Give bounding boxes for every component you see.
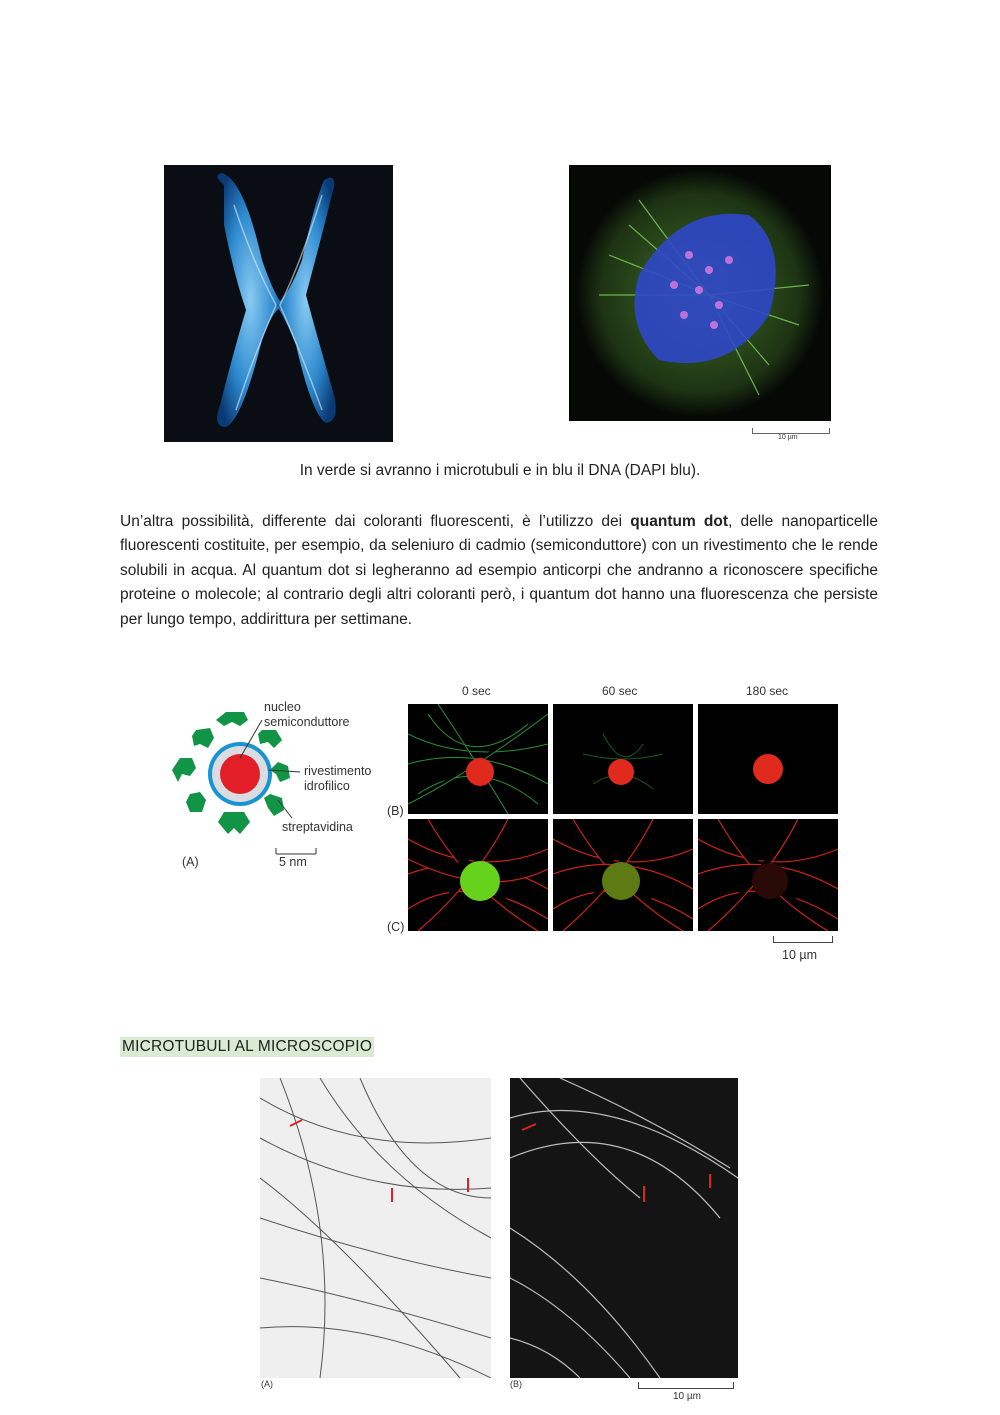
scale-bar-c <box>773 936 833 943</box>
label-nucleo: nucleo <box>264 700 301 714</box>
panel-b-0sec <box>408 704 548 814</box>
time-label-60: 60 sec <box>602 684 638 698</box>
section-heading: MICROTUBULI AL MICROSCOPIO <box>122 1038 373 1055</box>
panel-c-60sec <box>553 819 693 931</box>
fig3-panel-a-label: (A) <box>261 1379 273 1389</box>
quantum-dot-term: quantum dot <box>630 513 729 530</box>
label-rivestimento: rivestimento <box>304 764 372 778</box>
figure-caption: In verde si avranno i microtubuli e in blu il DNA (DAPI blu). <box>299 462 701 479</box>
mitotic-cell-image <box>569 165 831 421</box>
panel-b-180sec <box>698 704 838 814</box>
label-streptavidina: streptavidina <box>282 820 353 834</box>
fig3-scale-bar <box>638 1382 734 1389</box>
panel-c-label: (C) <box>387 920 405 934</box>
scale-5nm: 5 nm <box>279 855 307 869</box>
time-label-180: 180 sec <box>746 684 789 698</box>
body-paragraph: Un’altra possibilità, differente dai coloranti fluorescenti, è l’utilizzo dei quantum dot, delle nanoparticelle fluorescenti costituite, per esempio, da seleniuro di cadmio (semiconduttore) con un rivestimento che le rende solubili in acqua. Al quantum dot si legheranno ad esempio anticorpi che andranno a riconoscere specifiche proteine o molecole; al contrario degli altri coloranti però, i quantum dot hanno una fluorescenza che persiste per lungo tempo, addirittura per settimane. <box>120 513 878 628</box>
scale-10um-c: 10 µm <box>782 948 817 962</box>
panel-c-180sec <box>698 819 838 931</box>
panel-c-0sec <box>408 819 548 931</box>
fig3-panel-b-label: (B) <box>510 1379 522 1389</box>
panel-a-label: (A) <box>182 855 199 869</box>
fig3-scale-label: 10 µm <box>673 1391 701 1402</box>
panel-b-label: (B) <box>387 804 404 818</box>
scale-label: 10 µm <box>778 434 798 441</box>
time-label-0: 0 sec <box>462 684 491 698</box>
label-semiconduttore: semiconduttore <box>264 715 350 729</box>
panel-b-60sec <box>553 704 693 814</box>
chromosome-image <box>164 165 393 442</box>
microtubule-em-image <box>260 1078 491 1378</box>
label-idrofilico: idrofilico <box>304 779 350 793</box>
microtubule-fluorescence-image <box>510 1078 738 1378</box>
